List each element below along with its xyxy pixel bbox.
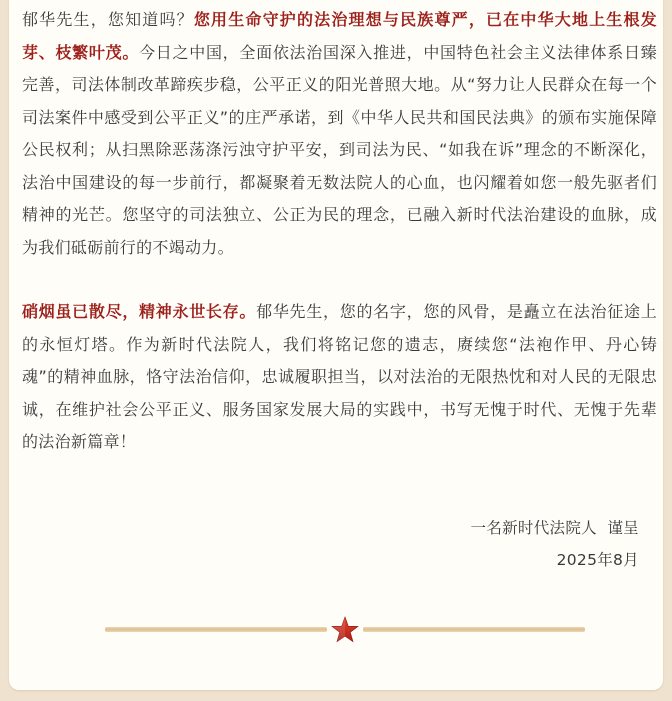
divider-line-right (363, 627, 585, 632)
signature-author: 一名新时代法院人 谨呈 (470, 519, 639, 537)
red-star-icon (331, 616, 359, 644)
paragraph-1-body: 今日之中国，全面依法治国深入推进，中国特色社会主义法律体系日臻完善，司法体制改革蹄疾步稳，公平正义的阳光普照大地。从“努力让人民群众在每一个司法案件中感受到公平正义”的庄严承诺，到《中华人民共和国民法典》的颁布实施保障公民权利；从扫黑除恶荡涤污浊守护平安，到司法为民、“如我在诉”理念的不断深化，法治中国建设的每一步前行，都凝聚着无数法院人的心血，也闪耀着如您一般先驱者们精神的光芒。您坚守的司法独立、公正为民的理念，已融入新时代法治建设的血脉，成为我们砥砺前行的不竭动力。 (22, 42, 657, 257)
ornamental-divider (105, 616, 585, 644)
paragraph-2 (22, 296, 657, 459)
divider-line-left (105, 627, 327, 632)
signature-date: 2025年8月 (556, 551, 639, 569)
paragraph-2-body: 郁华先生，您的名字，您的风骨，是矗立在法治征途上的永恒灯塔。作为新时代法院人，我们将铭记您的遗志，赓续您“法袍作甲、丹心铸魂”的精神血脉，恪守法治信仰，忠诚履职担当，以对法治的无限热忱和对人民的无限忠诚，在维护社会公平正义、服务国家发展大局的实践中，书写无愧于时代、无愧于先辈的法治新篇章！ (22, 302, 658, 451)
paragraph-1-lead: 郁华先生，您知道吗？ (22, 10, 194, 29)
paragraph-1 (22, 4, 657, 264)
article-body (22, 4, 657, 459)
paragraph-2-emphasis: 硝烟虽已散尽，精神永世长存。 (22, 302, 257, 321)
paragraph-1-emphasis: 您用生命守护的法治理想与民族尊严，已在中华大地上生根发芽、枝繁叶茂。 (22, 10, 657, 62)
article-card (9, 0, 663, 690)
